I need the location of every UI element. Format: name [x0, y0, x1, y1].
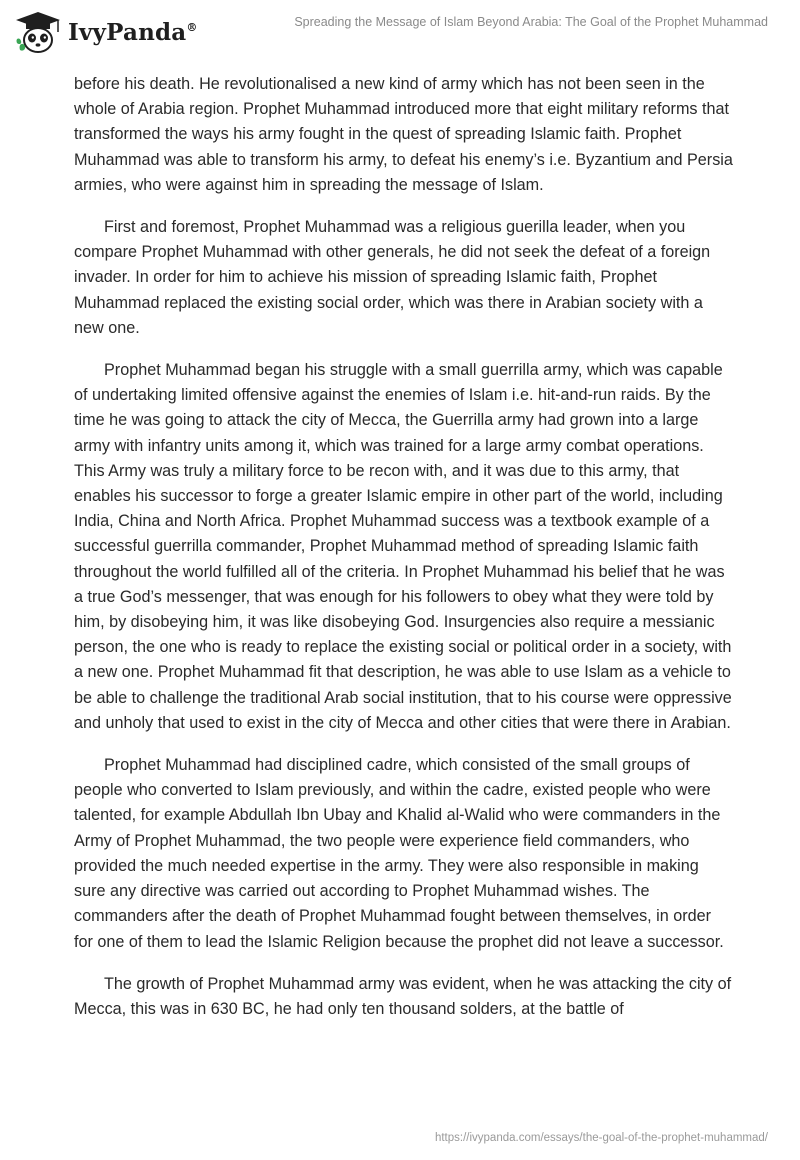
source-url[interactable]: https://ivypanda.com/essays/the-goal-of-the-prophet-muhammad/ [434, 1132, 768, 1144]
paragraph: Prophet Muhammad began his struggle with a small guerrilla army, which was capable of undertaking limited offensive against the enemies of Islam i.e. hit-and-run raids. By the time he was going to attack the city of Mecca, the Guerrilla army had grown into a large army with infantry units among it, which was trained for a large army combat operations. This Army was truly a military force to be recon with, and it was due to this army, that enables his successor to forge a greater Islamic empire in other part of the world, including India, China and North Africa. Prophet Muhammad success was a textbook example of a successful guerrilla commander, Prophet Muhammad method of spreading Islamic faith throughout the world fulfilled all of the criteria. In Prophet Muhammad his belief that he was a true God’s messenger, that was enough for his followers to obey what they were told by him, by disobeying him, it was like disobeying God. Insurgencies also require a messianic person, the one who is ready to replace the existing social or political order in a society, with a new one. Prophet Muhammad fit that description, he was able to use Islam as a vehicle to be able to challenge the traditional Arab social institution, that to his course were oppressive and unholy that used to exist in the city of Mecca and other cities that were there in Arabian. [74, 361, 732, 732]
ivypanda-logo[interactable] [14, 10, 198, 54]
document-title: Spreading the Message of Islam Beyond Arabia: The Goal of the Prophet Muhammad [294, 15, 768, 29]
page-header [0, 0, 800, 60]
brand-name: IvyPanda® [68, 18, 198, 46]
paragraph: The growth of Prophet Muhammad army was evident, when he was attacking the city of Mecca, this was in 630 BC, he had only ten thousand solders, at the battle of [74, 974, 732, 1018]
essay-body [74, 72, 734, 1039]
paragraph: First and foremost, Prophet Muhammad was a religious guerilla leader, when you compare Prophet Muhammad with other generals, he did not seek the defeat of a foreign invader. In order for him to achieve his mission of spreading Islamic faith, Prophet Muhammad replaced the existing social order, which was there in Arabian society with a new one. [74, 218, 711, 337]
panda-graduate-icon [14, 10, 62, 54]
paragraph: before his death. He revolutionalised a new kind of army which has not been seen in the whole of Arabia region. Prophet Muhammad introduced more that eight military reforms that transformed the ways his army fought in the quest of spreading Islamic faith. Prophet Muhammad was able to transform his army, to defeat his enemy’s i.e. Byzantium and Persia armies, who were against him in spreading the message of Islam. [74, 75, 733, 194]
paragraph: Prophet Muhammad had disciplined cadre, which consisted of the small groups of people who converted to Islam previously, and within the cadre, existed people who were talented, for example Abdullah Ibn Ubay and Khalid al-Walid who were commanders in the Army of Prophet Muhammad, the two people were experience field commanders, who provided the much needed expertise in the army. They were also responsible in making sure any directive was carried out according to Prophet Muhammad wishes. The commanders after the death of Prophet Muhammad fought between themselves, in order for one of them to lead the Islamic Religion because the prophet did not leave a successor. [74, 756, 724, 951]
